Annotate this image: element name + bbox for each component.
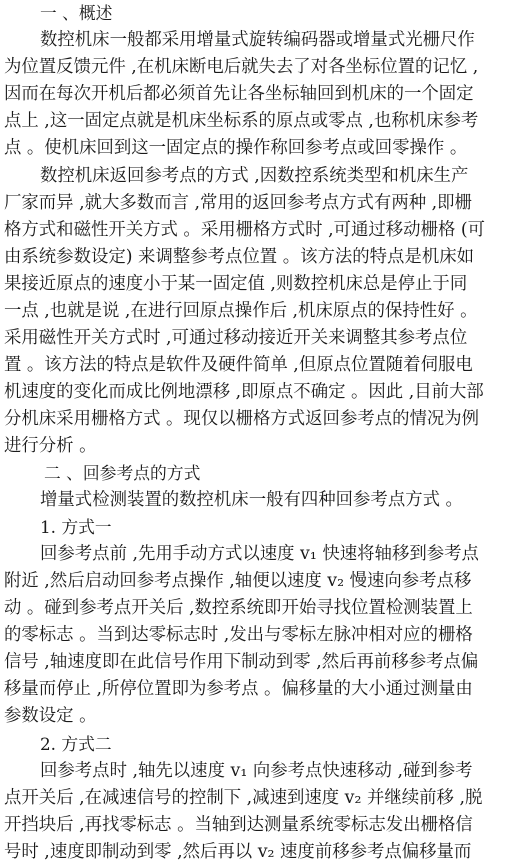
paragraph-line: 移量而停止 ,所停位置即为参考点 。偏移量的大小通过测量由 xyxy=(4,679,473,699)
paragraph-line: 厂家而异 ,就大多数而言 ,常用的返回参考点方式有两种 ,即栅 xyxy=(4,193,472,213)
paragraph-line: 置 。该方法的特点是软件及硬件简单 ,但原点位置随着伺服电 xyxy=(4,355,473,375)
paragraph-line: 数控机床一般都采用增量式旋转编码器或增量式光栅尺作 xyxy=(40,30,475,50)
paragraph-line: 点 。使机床回到这一固定点的操作称回参考点或回零操作 。 xyxy=(4,138,468,158)
paragraph-line: 的零标志 。当到达零标志时 ,发出与零标左脉冲相对应的栅格 xyxy=(4,625,473,645)
paragraph-line: 回参考点时 ,轴先以速度 v₁ 向参考点快速移动 ,碰到参考 xyxy=(40,761,473,781)
paragraph-line: 数控机床返回参考点的方式 ,因数控系统类型和机床生产 xyxy=(40,166,469,186)
paragraph-line: 一点 ,也就是说 ,在进行回原点操作后 ,机床原点的保持性好 。 xyxy=(4,301,478,321)
paragraph-line: 格方式和磁性开关方式 。采用栅格方式时 ,可通过移动栅格 (可 xyxy=(4,220,486,240)
paragraph-line: 信号 ,轴速度即在此信号作用下制动到零 ,然后再前移参考点偏 xyxy=(4,652,479,672)
paragraph-line: 回参考点前 ,先用手动方式以速度 v₁ 快速将轴移到参考点 xyxy=(40,544,479,564)
paragraph-line: 进行分析 。 xyxy=(4,436,97,456)
paragraph-line: 参数设定 。 xyxy=(4,706,97,726)
paragraph-line: 增量式检测装置的数控机床一般有四种回参考点方式 。 xyxy=(40,490,463,510)
paragraph-line: 开挡块后 ,再找零标志 。当轴到达测量系统零标志发出栅格信 xyxy=(4,815,473,835)
paragraph-line: 由系统参数设定) 来调整参考点位置 。该方法的特点是机床如 xyxy=(4,247,474,267)
paragraph-line: 为位置反馈元件 ,在机床断电后就失去了对各坐标位置的记忆 , xyxy=(4,57,479,77)
subsection-heading-method-one: 1. 方式一 xyxy=(40,517,112,537)
section-heading-overview: 一 、概述 xyxy=(40,3,113,23)
subsection-heading-method-two: 2. 方式二 xyxy=(40,734,112,754)
paragraph-line: 点开关后 ,在减速信号的控制下 ,减速到速度 v₂ 并继续前移 ,脱 xyxy=(4,788,483,808)
paragraph-line: 采用磁性开关方式时 ,可通过移动接近开关来调整其参考点位 xyxy=(4,328,468,348)
paragraph-line: 分机床采用栅格方式 。现仅以栅格方式返回参考点的情况为例 xyxy=(4,409,480,429)
paragraph-line: 果接近原点的速度小于某一固定值 ,则数控机床总是停止于同 xyxy=(4,274,468,294)
paragraph-line: 因而在每次开机后都必须首先让各坐标轴回到机床的一个固定 xyxy=(4,84,474,104)
paragraph-line: 附近 ,然后启动回参考点操作 ,轴便以速度 v₂ 慢速向参考点移 xyxy=(4,571,472,591)
section-heading-methods: 二 、回参考点的方式 xyxy=(44,463,201,483)
paragraph-line: 点上 ,这一固定点就是机床坐标系的原点或零点 ,也称机床参考 xyxy=(4,111,479,131)
paragraph-line: 动 。碰到参考点开关后 ,数控系统即开始寻找位置检测装置上 xyxy=(4,598,473,618)
paragraph-line: 机速度的变化而成比例地漂移 ,即原点不确定 。因此 ,目前大部 xyxy=(4,382,484,402)
paragraph-line: 号时 ,速度即制动到零 ,然后再以 v₂ 速度前移参考点偏移量而 xyxy=(4,842,472,862)
